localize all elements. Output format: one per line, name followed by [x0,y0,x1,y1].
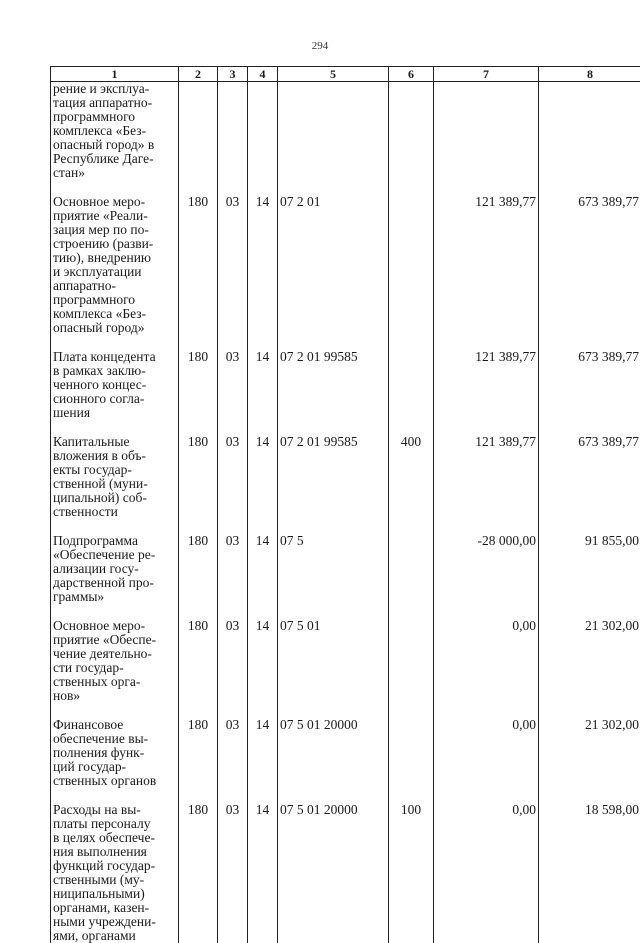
target-article-code: 07 5 [278,534,389,604]
target-article-code: 07 5 01 20000 [278,718,389,788]
total-amount: 21 302,00 [539,718,640,788]
expense-type-code: 100 [389,803,434,943]
header-row [51,67,640,82]
table-row [51,195,640,335]
row-spacer [51,335,640,350]
table-row [51,803,640,943]
table-row [51,619,640,703]
expense-type-code: 400 [389,435,434,519]
admin-code: 180 [179,534,218,604]
column-header-6: 6 [389,67,434,82]
row-spacer [51,180,640,195]
target-article-code [278,82,389,181]
expense-type-code [389,534,434,604]
expense-type-code [389,619,434,703]
item-name: Основное меро- приятие «Реали- зация мер по по- строению (разви- тию), внедрению и эксплуатации аппаратно- программного комплекса «Без- опасный город» [51,195,179,335]
table-row [51,82,640,181]
total-amount: 21 302,00 [539,619,640,703]
section-code: 03 [218,350,248,420]
column-header-8: 8 [539,67,640,82]
admin-code: 180 [179,435,218,519]
admin-code: 180 [179,195,218,335]
subsection-code: 14 [248,718,278,788]
total-amount: 673 389,77 [539,195,640,335]
item-name: Основное меро- приятие «Обеспе- чение деятельно- сти государ- ственных орга- нов» [51,619,179,703]
table-row [51,718,640,788]
expense-type-code [389,718,434,788]
column-header-7: 7 [434,67,539,82]
total-amount: 673 389,77 [539,350,640,420]
row-spacer [51,420,640,435]
item-name: Капитальные вложения в объ- екты государ- ственной (муни- ципальной) соб- ственности [51,435,179,519]
target-article-code: 07 5 01 [278,619,389,703]
subsection-code: 14 [248,350,278,420]
subsection-code: 14 [248,803,278,943]
change-amount: 121 389,77 [434,195,539,335]
section-code: 03 [218,619,248,703]
section-code [218,82,248,181]
section-code: 03 [218,195,248,335]
change-amount [434,82,539,181]
row-spacer [51,788,640,803]
row-spacer [51,703,640,718]
item-name: Плата концедента в рамках заклю- ченного концес- сионного согла- шения [51,350,179,420]
column-header-5: 5 [278,67,389,82]
expense-type-code [389,195,434,335]
table-row [51,350,640,420]
subsection-code: 14 [248,619,278,703]
total-amount [539,82,640,181]
change-amount: 121 389,77 [434,435,539,519]
table-row [51,534,640,604]
admin-code: 180 [179,718,218,788]
change-amount: 0,00 [434,718,539,788]
admin-code: 180 [179,803,218,943]
admin-code: 180 [179,350,218,420]
table-row [51,435,640,519]
column-header-3: 3 [218,67,248,82]
row-spacer [51,519,640,534]
column-header-4: 4 [248,67,278,82]
target-article-code: 07 2 01 99585 [278,350,389,420]
total-amount: 673 389,77 [539,435,640,519]
budget-table [50,66,640,943]
section-code: 03 [218,803,248,943]
change-amount: -28 000,00 [434,534,539,604]
admin-code [179,82,218,181]
column-header-1: 1 [51,67,179,82]
subsection-code: 14 [248,195,278,335]
change-amount: 0,00 [434,619,539,703]
total-amount: 91 855,00 [539,534,640,604]
subsection-code [248,82,278,181]
subsection-code: 14 [248,534,278,604]
expense-type-code [389,350,434,420]
expense-type-code [389,82,434,181]
target-article-code: 07 2 01 [278,195,389,335]
subsection-code: 14 [248,435,278,519]
section-code: 03 [218,534,248,604]
item-name: Финансовое обеспечение вы- полнения функ- ций государ- ственных органов [51,718,179,788]
total-amount: 18 598,00 [539,803,640,943]
section-code: 03 [218,718,248,788]
page-number: 294 [0,40,640,52]
change-amount: 121 389,77 [434,350,539,420]
target-article-code: 07 2 01 99585 [278,435,389,519]
item-name: Расходы на вы- платы персоналу в целях обеспече- ния выполнения функций государ- ственными (му- ниципальными) органами, казен- ными учреждени- ями, органами [51,803,179,943]
section-code: 03 [218,435,248,519]
change-amount: 0,00 [434,803,539,943]
row-spacer [51,604,640,619]
target-article-code: 07 5 01 20000 [278,803,389,943]
admin-code: 180 [179,619,218,703]
column-header-2: 2 [179,67,218,82]
item-name: Подпрограмма «Обеспечение ре- ализации госу- дарственной про- граммы» [51,534,179,604]
item-name: рение и эксплуа- тация аппаратно- программного комплекса «Без- опасный город» в Республике Даге- стан» [51,82,179,181]
